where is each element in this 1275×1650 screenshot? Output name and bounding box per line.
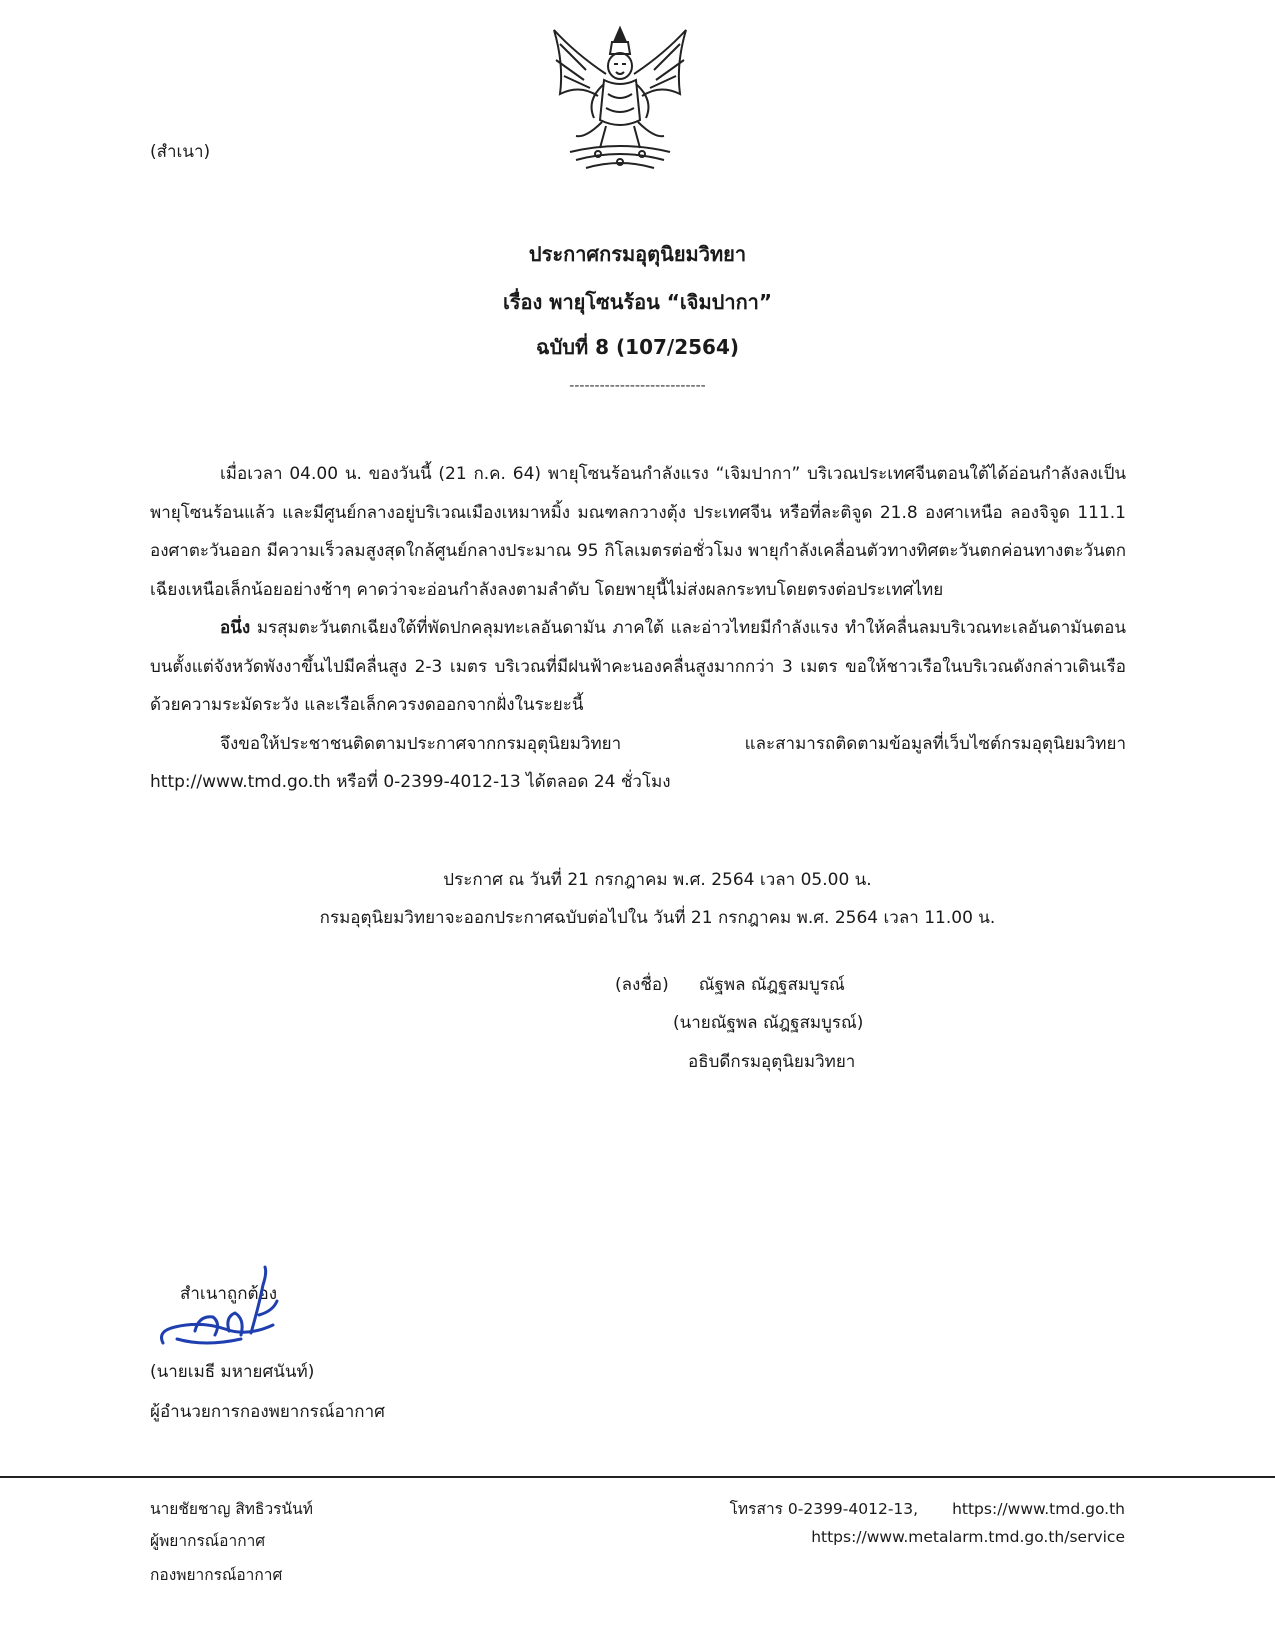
forecaster-name: นายชัยชาญ สิทธิวรนันท์: [150, 1500, 313, 1518]
announcement-date: ประกาศ ณ วันที่ 21 กรกฎาคม พ.ศ. 2564 เวลา 05.00 น.: [443, 870, 872, 890]
paragraph-storm-status: เมื่อเวลา 04.00 น. ของวันนี้ (21 ก.ค. 64) พายุโซนร้อนกำลังแรง “เจิมปากา” บริเวณประเทศจีนตอนใต้ได้อ่อนกำลังลงเป็นพายุโซนร้อนแล้ว และมีศูนย์กลางอยู่บริเวณเมืองเหมาหมิ้ง มณฑลกวางตุ้ง ประเทศจีน หรือที่ละติจูด 21.8 องศาเหนือ ลองจิจูด 111.1 องศาตะวันออก มีความเร็วลมสูงสุดใกล้ศูนย์กลางประมาณ 95 กิโลเมตรต่อชั่วโมง พายุกำลังเคลื่อนตัวทางทิศตะวันตกค่อนทางตะวันตกเฉียงเหนือเล็กน้อยอย่างช้าๆ คาดว่าจะอ่อนกำลังลงตามลำดับ โดยพายุนี้ไม่ส่งผลกระทบโดยตรงต่อประเทศไทย: [150, 464, 1126, 600]
footer-contact: [730, 1496, 1125, 1521]
signed-name: ณัฐพล ณัฎฐสมบูรณ์: [698, 975, 845, 995]
handwritten-signature-icon: [155, 1265, 285, 1355]
signatory-position: อธิบดีกรมอุตุนิยมวิทยา: [688, 1052, 856, 1072]
garuda-emblem-icon: [546, 24, 694, 174]
website-link[interactable]: https://www.tmd.go.th: [952, 1500, 1125, 1518]
forecaster-division: กองพยากรณ์อากาศ: [150, 1566, 283, 1584]
service-link[interactable]: https://www.metalarm.tmd.go.th/service: [811, 1528, 1125, 1546]
document-subject: เรื่อง พายุโซนร้อน “เจิมปากา”: [502, 290, 773, 314]
fax-number: โทรสาร 0-2399-4012-13,: [729, 1500, 919, 1518]
paragraph-monsoon-warning: [150, 609, 1126, 725]
paragraph-monsoon-text: มรสุมตะวันตกเฉียงใต้ที่พัดปกคลุมทะเลอันดามัน ภาคใต้ และอ่าวไทยมีกำลังแรง ทำให้คลื่นลมบริเวณทะเลอันดามันตอนบนตั้งแต่จังหวัดพังงาขึ้นไปมีคลื่นสูง 2-3 เมตร บริเวณที่มีฝนฟ้าคะนองคลื่นสูงมากกว่า 3 เมตร ขอให้ชาวเรือในบริเวณดังกล่าวเดินเรือด้วยความระมัดระวัง และเรือเล็กควรงดออกจากฝั่งในระยะนี้: [150, 618, 1126, 715]
certifier-name: (นายเมธี มหายศนันท์): [150, 1362, 315, 1382]
paragraph-contact-info: จึงขอให้ประชาชนติดตามประกาศจากกรมอุตุนิยมวิทยา และสามารถติดตามข้อมูลที่เว็บไซต์กรมอุตุนิยมวิทยา http://www.tmd.go.th หรือที่ 0-2399-4012-13 ได้ตลอด 24 ชั่วโมง: [150, 733, 1126, 792]
copy-mark: (สำเนา): [150, 142, 211, 162]
document-issue-number: ฉบับที่ 8 (107/2564): [535, 335, 740, 359]
certified-copy-label: สำเนาถูกต้อง: [180, 1284, 278, 1304]
next-announcement: กรมอุตุนิยมวิทยาจะออกประกาศฉบับต่อไปใน วันที่ 21 กรกฎาคม พ.ศ. 2564 เวลา 11.00 น.: [319, 908, 996, 928]
paragraph-lead-word: อนึ่ง: [220, 618, 251, 638]
forecaster-position: ผู้พยากรณ์อากาศ: [150, 1532, 266, 1550]
footer-divider: [0, 1476, 1275, 1478]
signatory-full-name: (นายณัฐพล ณัฎฐสมบูรณ์): [673, 1013, 864, 1033]
signed-label: (ลงชื่อ): [615, 975, 669, 995]
document-title: ประกาศกรมอุตุนิยมวิทยา: [528, 242, 747, 266]
title-divider: ---------------------------: [569, 378, 706, 394]
signed-line: [615, 971, 845, 998]
certifier-position: ผู้อำนวยการกองพยากรณ์อากาศ: [150, 1402, 385, 1422]
announcement-body: [150, 455, 1126, 802]
